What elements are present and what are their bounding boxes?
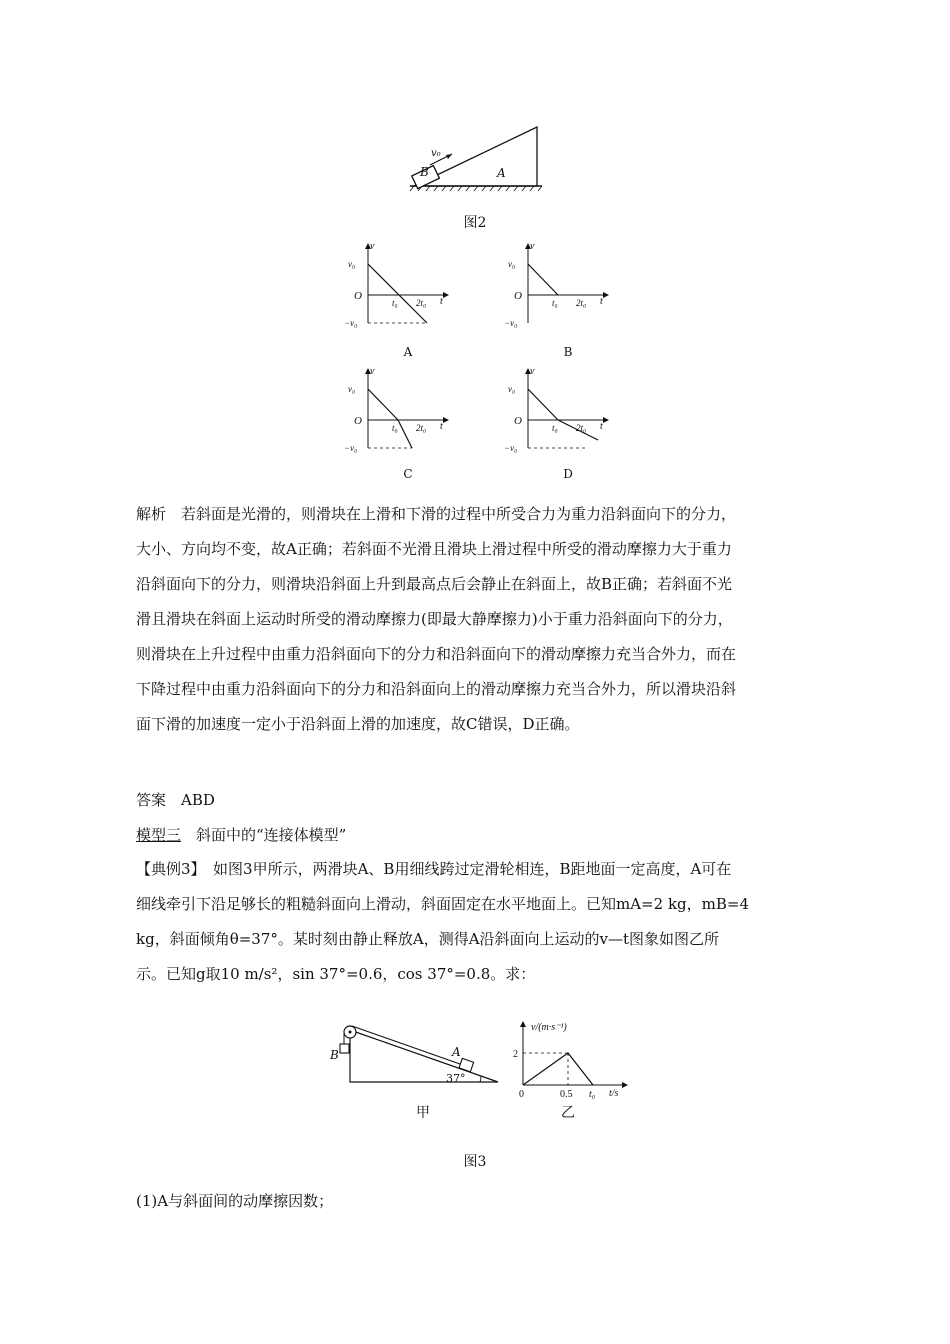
graph-b-neg-v0: −v₀	[504, 318, 518, 328]
figure-2-block-label: B	[420, 165, 429, 179]
graph-b-origin: O	[514, 290, 522, 302]
graph-d-v0: v₀	[508, 384, 516, 394]
analysis-line: 滑且滑块在斜面上运动时所受的滑动摩擦力(即最大静摩擦力)小于重力沿斜面向下的分力，	[136, 610, 733, 628]
graph-c-axis-t: t	[440, 421, 443, 432]
question-1: (1)A与斜面间的动摩擦因数；	[136, 1192, 334, 1210]
graph-d-origin: O	[514, 415, 522, 427]
figure-3-block-b-label: B	[330, 1048, 339, 1062]
figure-2-velocity-label: v₀	[431, 148, 441, 159]
graph-d-axis-v: v	[530, 366, 535, 377]
graph-a-origin: O	[354, 290, 362, 302]
figure-3-pulley-system	[320, 1022, 505, 1087]
graph-b-t0: t₀	[552, 298, 558, 308]
figure-3-y-axis-label: v/(m·s⁻¹)	[531, 1022, 567, 1033]
graph-c-v0: v₀	[348, 384, 356, 394]
graph-a-v0: v₀	[348, 259, 356, 269]
figure-3-block-a-label: A	[452, 1045, 461, 1059]
analysis-line: 面下滑的加速度一定小于沿斜面上滑的加速度，故C错误，D正确。	[136, 715, 580, 733]
model-3-title-rest: 斜面中的“连接体模型”	[181, 826, 347, 844]
graph-d-label: D	[563, 467, 573, 481]
graph-b-2t0: 2t₀	[576, 298, 587, 308]
figure-2-caption: 图2	[463, 215, 487, 231]
answer-line: 答案 ABD	[136, 791, 215, 809]
graph-a-2t0: 2t₀	[416, 298, 427, 308]
graph-d-2t0: 2t₀	[576, 423, 587, 433]
figure-3-left-caption: 甲	[416, 1105, 430, 1121]
figure-3-vt-graph	[505, 1018, 635, 1100]
example-line: 细线牵引下沿足够长的粗糙斜面向上滑动，斜面固定在水平地面上。已知mA=2 kg，mB=4	[136, 895, 749, 913]
graph-a-t0: t₀	[392, 298, 398, 308]
graph-b-axis-t: t	[600, 296, 603, 307]
figure-3-right-caption: 乙	[561, 1105, 575, 1121]
figure-3-y-tick: 2	[513, 1049, 518, 1060]
graph-a-label: A	[403, 345, 413, 359]
graph-c-origin: O	[354, 415, 362, 427]
analysis-line: 解析 若斜面是光滑的，则滑块在上滑和下滑的过程中所受合力为重力沿斜面向下的分力，	[136, 505, 737, 523]
figure-3-x-axis-label: t/s	[609, 1088, 619, 1099]
graph-d-t0: t₀	[552, 423, 558, 433]
graph-b-axis-v: v	[530, 241, 535, 252]
figure-2-incline-label: A	[497, 166, 506, 180]
example-line: 示。已知g取10 m/s²，sin 37°=0.6，cos 37°=0.8。求：	[136, 965, 536, 983]
vt-graph-a	[344, 241, 448, 328]
figure-3-x-tick-1: 0.5	[560, 1089, 573, 1100]
graph-a-neg-v0: −v₀	[344, 318, 358, 328]
analysis-line: 大小、方向均不变，故A正确；若斜面不光滑且滑块上滑过程中所受的滑动摩擦力大于重力	[136, 540, 732, 558]
analysis-paragraph	[136, 497, 816, 742]
graph-c-label: C	[403, 467, 413, 481]
example-3-paragraph	[136, 852, 816, 992]
graph-a-axis-t: t	[440, 296, 443, 307]
example-line: kg，斜面倾角θ=37°。某时刻由静止释放A，测得A沿斜面向上运动的v—t图象如图乙所	[136, 930, 720, 948]
analysis-line: 沿斜面向下的分力，则滑块沿斜面上升到最高点后会静止在斜面上，故B正确；若斜面不光	[136, 575, 733, 593]
graph-c-neg-v0: −v₀	[344, 443, 358, 453]
analysis-line: 则滑块在上升过程中由重力沿斜面向下的分力和沿斜面向下的滑动摩擦力充当合外力，而在	[136, 645, 737, 663]
figure-3-caption: 图3	[463, 1154, 487, 1170]
model-3-title-underlined: 模型三	[136, 826, 182, 844]
graph-a-axis-v: v	[370, 241, 375, 252]
graph-d-axis-t: t	[600, 421, 603, 432]
analysis-line: 下降过程中由重力沿斜面向下的分力和沿斜面向上的滑动摩擦力充当合外力，所以滑块沿斜	[136, 680, 737, 698]
graph-b-v0: v₀	[508, 259, 516, 269]
graph-c-t0: t₀	[392, 423, 398, 433]
vt-graph-c	[344, 366, 448, 453]
model-3-heading	[136, 824, 346, 845]
graph-c-2t0: 2t₀	[416, 423, 427, 433]
figure-3-origin: 0	[519, 1089, 524, 1100]
vt-graph-b	[504, 241, 608, 328]
graph-b-label: B	[563, 345, 573, 359]
figure-3-angle-label: 37°	[446, 1072, 466, 1085]
figure-2-incline	[400, 120, 560, 195]
graph-c-axis-v: v	[370, 366, 375, 377]
graph-d-neg-v0: −v₀	[504, 443, 518, 453]
example-line: 【典例3】 如图3甲所示，两滑块A、B用细线跨过定滑轮相连，B距地面一定高度，A可在	[136, 860, 732, 878]
vt-graph-d	[504, 366, 608, 453]
figure-3-x-tick-2: t₀	[589, 1089, 596, 1100]
